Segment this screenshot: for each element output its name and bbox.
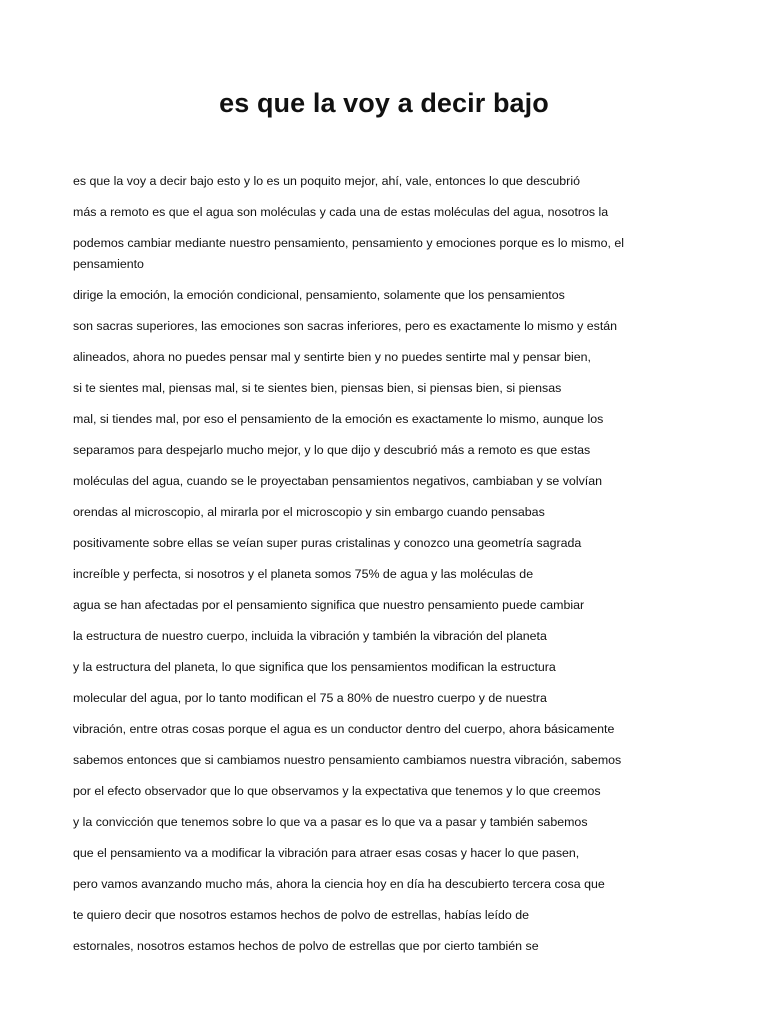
paragraph: que el pensamiento va a modificar la vibración para atraer esas cosas y hacer lo que pasen, [73,846,580,860]
paragraph: por el efecto observador que lo que observamos y la expectativa que tenemos y lo que creemos [73,784,601,798]
paragraph: y la convicción que tenemos sobre lo que va a pasar es lo que va a pasar y también sabemos [73,815,588,829]
paragraph: molecular del agua, por lo tanto modifican el 75 a 80% de nuestro cuerpo y de nuestra [73,691,547,705]
paragraph: pero vamos avanzando mucho más, ahora la ciencia hoy en día ha descubierto tercera cosa que [73,877,605,891]
paragraph: vibración, entre otras cosas porque el agua es un conductor dentro del cuerpo, ahora básicamente [73,722,615,736]
paragraph: mal, si tiendes mal, por eso el pensamiento de la emoción es exactamente lo mismo, aunque los [73,412,604,426]
paragraph: más a remoto es que el agua son moléculas y cada una de estas moléculas del agua, nosotros la [73,205,609,219]
paragraph: son sacras superiores, las emociones son sacras inferiores, pero es exactamente lo mismo y están [73,319,618,333]
paragraph: agua se han afectadas por el pensamiento significa que nuestro pensamiento puede cambiar [73,598,585,612]
paragraph: la estructura de nuestro cuerpo, incluida la vibración y también la vibración del planeta [73,629,547,643]
paragraph: sabemos entonces que si cambiamos nuestro pensamiento cambiamos nuestra vibración, sabemos [73,753,622,767]
paragraph: dirige la emoción, la emoción condicional, pensamiento, solamente que los pensamientos [73,288,565,302]
paragraph: alineados, ahora no puedes pensar mal y sentirte bien y no puedes sentirte mal y pensar bien, [73,350,591,364]
paragraph: y la estructura del planeta, lo que significa que los pensamientos modifican la estructura [73,660,556,674]
paragraph: increíble y perfecta, si nosotros y el planeta somos 75% de agua y las moléculas de [73,567,534,581]
paragraph: te quiero decir que nosotros estamos hechos de polvo de estrellas, habías leído de [73,908,529,922]
paragraph: es que la voy a decir bajo esto y lo es un poquito mejor, ahí, vale, entonces lo que descubrió [73,174,580,188]
paragraph: separamos para despejarlo mucho mejor, y lo que dijo y descubrió más a remoto es que estas [73,443,591,457]
paragraph: si te sientes mal, piensas mal, si te sientes bien, piensas bien, si piensas bien, si piensas [73,381,562,395]
document-title: es que la voy a decir bajo [219,88,549,118]
paragraph: podemos cambiar mediante nuestro pensamiento, pensamiento y emociones porque es lo mismo, el pensamiento [73,236,624,271]
paragraph: positivamente sobre ellas se veían super puras cristalinas y conozco una geometría sagrada [73,536,582,550]
paragraph: moléculas del agua, cuando se le proyectaban pensamientos negativos, cambiaban y se volvían [73,474,602,488]
paragraph: orendas al microscopio, al mirarla por el microscopio y sin embargo cuando pensabas [73,505,545,519]
paragraph: estornales, nosotros estamos hechos de polvo de estrellas que por cierto también se [73,939,539,953]
document-body [73,171,683,967]
